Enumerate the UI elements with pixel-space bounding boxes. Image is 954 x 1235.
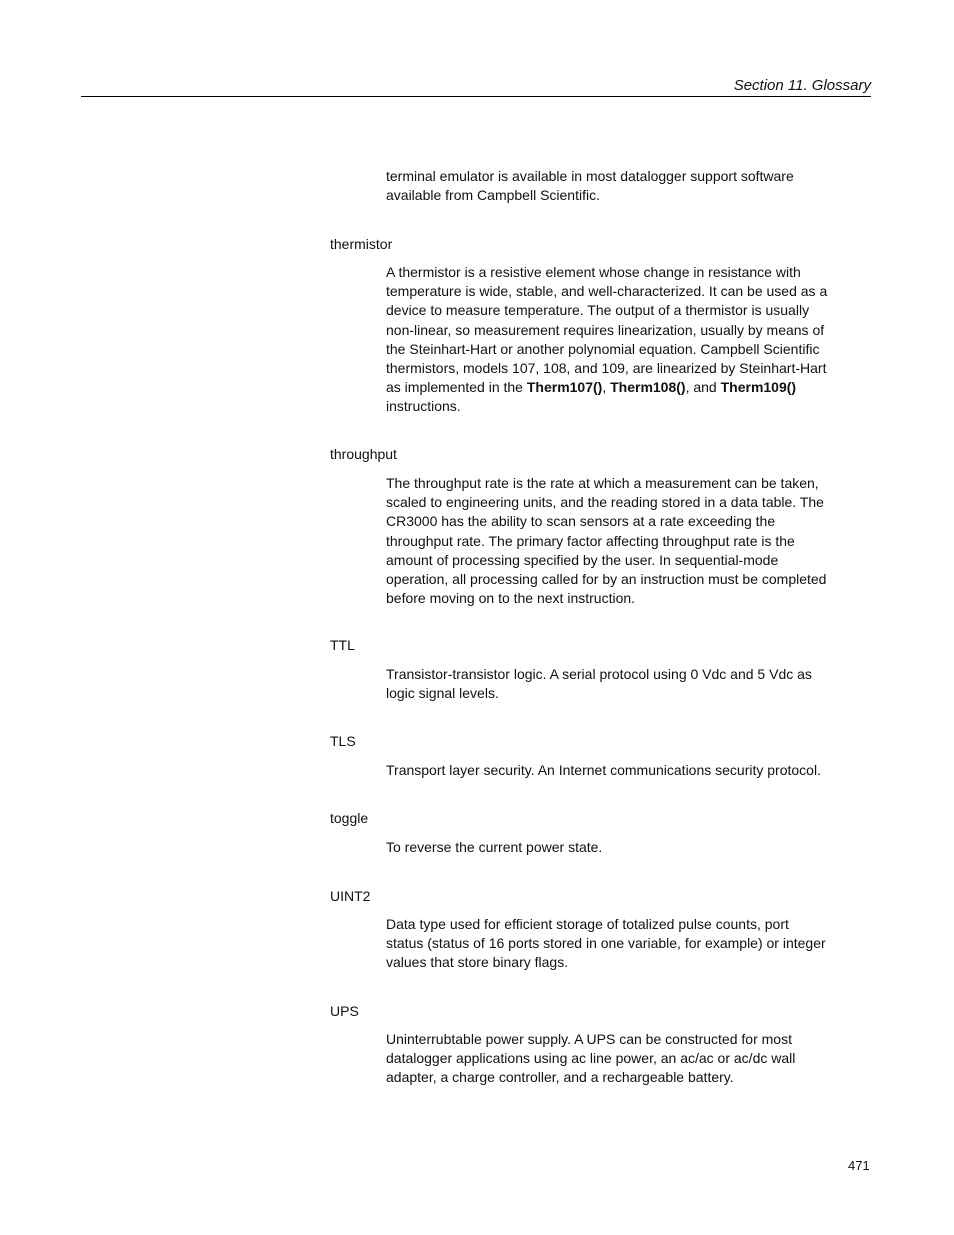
text-segment: as implemented in the	[386, 379, 527, 396]
definition-line: instructions.	[386, 398, 461, 415]
definition-line: temperature is wide, stable, and well-characterized. It can be used as a	[386, 283, 828, 300]
definition-line: throughput rate. The primary factor affecting throughput rate is the	[386, 532, 795, 549]
instruction-therm107: Therm107()	[526, 379, 603, 396]
definition-line: terminal emulator is available in most datalogger support software	[386, 168, 794, 184]
definition-line: Data type used for efficient storage of totalized pulse counts, port	[386, 916, 789, 932]
definition-throughput	[386, 474, 848, 608]
definition-line: CR3000 has the ability to scan sensors at a rate exceeding the	[386, 513, 776, 530]
glossary-term-thermistor: thermistor	[330, 236, 393, 252]
glossary-term-toggle: toggle	[330, 810, 369, 826]
section-title: Section 11. Glossary	[733, 77, 871, 94]
definition-line: The throughput rate is the rate at which a measurement can be taken,	[386, 475, 819, 491]
definition-line: Transport layer security. An Internet communications security protocol.	[386, 762, 821, 778]
definition-line: scaled to engineering units, and the reading stored in a data table. The	[386, 494, 824, 511]
definition-line: operation, all processing called for by an instruction must be completed	[386, 571, 827, 588]
definition-line: amount of processing specified by the user. In sequential-mode	[386, 551, 779, 568]
definition-line: Transistor-transistor logic. A serial protocol using 0 Vdc and 5 Vdc as	[386, 666, 812, 682]
glossary-term-ups: UPS	[330, 1003, 359, 1019]
definition-line: status (status of 16 ports stored in one variable, for example) or integer	[386, 935, 826, 952]
glossary-term-throughput: throughput	[330, 446, 397, 462]
glossary-term-ttl: TTL	[330, 637, 355, 653]
definition-ttl	[386, 665, 848, 703]
instruction-therm108: Therm108()	[610, 379, 686, 396]
page-number: 471	[848, 1158, 870, 1173]
definition-continued	[386, 167, 848, 205]
definition-line: the Steinhart-Hart or another polynomial equation. Campbell Scientific	[386, 340, 820, 357]
instruction-therm109: Therm109()	[720, 379, 797, 396]
definition-line: thermistors, models 107, 108, and 109, are linearized by Steinhart-Hart	[386, 360, 827, 377]
definition-ups	[386, 1030, 848, 1088]
definition-line: available from Campbell Scientific.	[386, 187, 600, 204]
definition-line: To reverse the current power state.	[386, 839, 603, 855]
definition-line: A thermistor is a resistive element whose change in resistance with	[386, 264, 801, 280]
text-segment: , and	[685, 379, 721, 396]
definition-line: adapter, a charge controller, and a rechargeable battery.	[386, 1069, 734, 1086]
definition-line: logic signal levels.	[386, 685, 499, 702]
text-segment: ,	[602, 379, 611, 396]
definition-thermistor	[386, 263, 848, 417]
definition-toggle	[386, 838, 848, 857]
definition-line: non-linear, so measurement requires linearization, usually by means of	[386, 321, 825, 338]
definition-tls	[386, 761, 848, 780]
definition-uint2	[386, 915, 848, 973]
glossary-term-tls: TLS	[330, 733, 356, 749]
definition-line: before moving on to the next instruction.	[386, 590, 636, 607]
definition-line: device to measure temperature. The output of a thermistor is usually	[386, 302, 810, 319]
page-header	[81, 76, 871, 97]
glossary-term-uint2: UINT2	[330, 888, 371, 904]
definition-line-instructions	[386, 378, 848, 397]
definition-line: datalogger applications using ac line power, an ac/ac or ac/dc wall	[386, 1050, 796, 1067]
definition-line: values that store binary flags.	[386, 954, 569, 971]
definition-line: Uninterrubtable power supply. A UPS can be constructed for most	[386, 1031, 792, 1047]
